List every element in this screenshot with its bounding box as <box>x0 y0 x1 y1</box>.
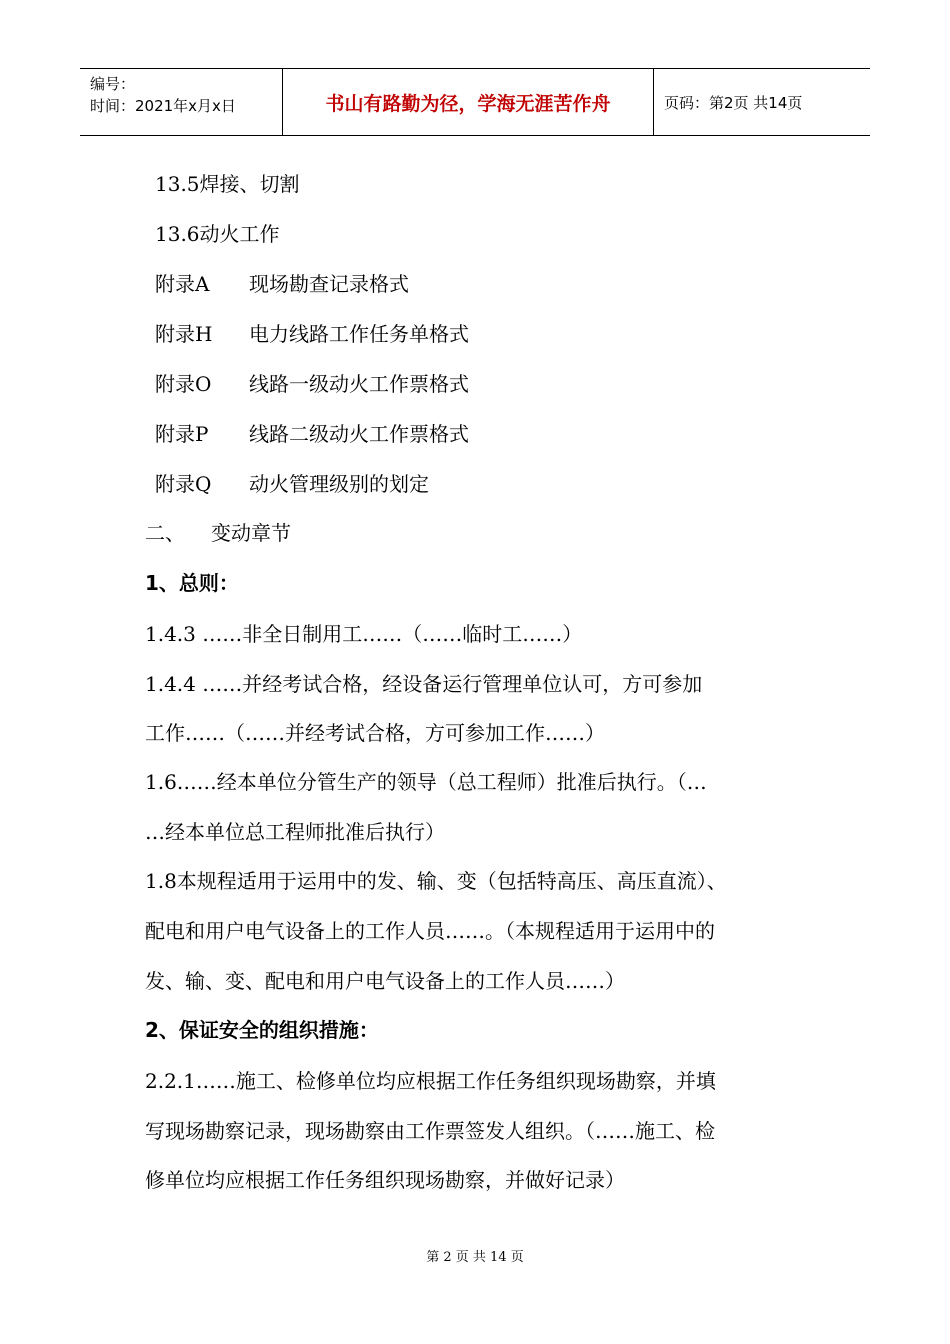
list-item <box>155 220 280 248</box>
list-item-text: 线路二级动火工作票格式 <box>249 422 469 446</box>
paragraph-line: 工作……（……并经考试合格，方可参加工作……） <box>145 721 605 745</box>
list-item-code: 附录A <box>155 272 210 296</box>
list-item-code: 附录H <box>155 322 213 346</box>
paragraph-line: 1.4.3 ……非全日制用工……（……临时工……） <box>145 622 583 646</box>
list-item-text: 动火管理级别的划定 <box>249 472 429 496</box>
paragraph-line: 1.8本规程适用于运用中的发、输、变（包括特高压、高压直流）、 <box>145 869 727 893</box>
paragraph-line: 发、输、变、配电和用户电气设备上的工作人员……） <box>145 969 625 993</box>
list-item-text: 电力线路工作任务单格式 <box>249 322 469 346</box>
header-meta <box>80 69 283 135</box>
list-item <box>155 470 429 498</box>
number-label: 编号： <box>90 75 136 93</box>
header-motto: 书山有路勤为径，学海无涯苦作舟 <box>283 69 654 135</box>
time-label: 时间：2021年x月x日 <box>90 97 236 115</box>
list-item-code: 附录O <box>155 372 212 396</box>
paragraph-line: 2.2.1……施工、检修单位均应根据工作任务组织现场勘察，并填 <box>145 1069 716 1093</box>
heading-general: 1、总则： <box>145 571 239 595</box>
list-item-code: 13.5 <box>155 172 200 196</box>
section-title: 变动章节 <box>211 521 291 545</box>
list-item <box>155 370 469 398</box>
section-number: 二、 <box>145 521 185 545</box>
list-item-code: 13.6 <box>155 222 200 246</box>
list-item <box>155 270 409 298</box>
paragraph-line: 配电和用户电气设备上的工作人员……。（本规程适用于运用中的 <box>145 919 715 943</box>
paragraph-line: …经本单位总工程师批准后执行） <box>145 820 445 844</box>
paragraph-line: 1.4.4 ……并经考试合格，经设备运行管理单位认可，方可参加 <box>145 672 703 696</box>
section-heading <box>145 519 291 547</box>
list-item-code: 附录P <box>155 422 209 446</box>
list-item-text: 焊接、切割 <box>199 172 300 196</box>
paragraph-line: 写现场勘察记录，现场勘察由工作票签发人组织。（……施工、检 <box>145 1119 715 1143</box>
page-header <box>80 68 870 136</box>
paragraph-line: 1.6……经本单位分管生产的领导（总工程师）批准后执行。（… <box>145 770 707 794</box>
heading-safety-measures: 2、保证安全的组织措施： <box>145 1018 379 1042</box>
list-item <box>155 170 300 198</box>
list-item <box>155 320 469 348</box>
header-page-info: 页码：第2页 共14页 <box>664 93 803 112</box>
list-item-code: 附录Q <box>155 472 212 496</box>
list-item-text: 现场勘查记录格式 <box>249 272 409 296</box>
paragraph-line: 修单位均应根据工作任务组织现场勘察，并做好记录） <box>145 1168 625 1192</box>
list-item <box>155 420 469 448</box>
page-footer: 第 2 页 共 14 页 <box>426 1250 524 1265</box>
list-item-text: 线路一级动火工作票格式 <box>249 372 469 396</box>
list-item-text: 动火工作 <box>199 222 280 246</box>
